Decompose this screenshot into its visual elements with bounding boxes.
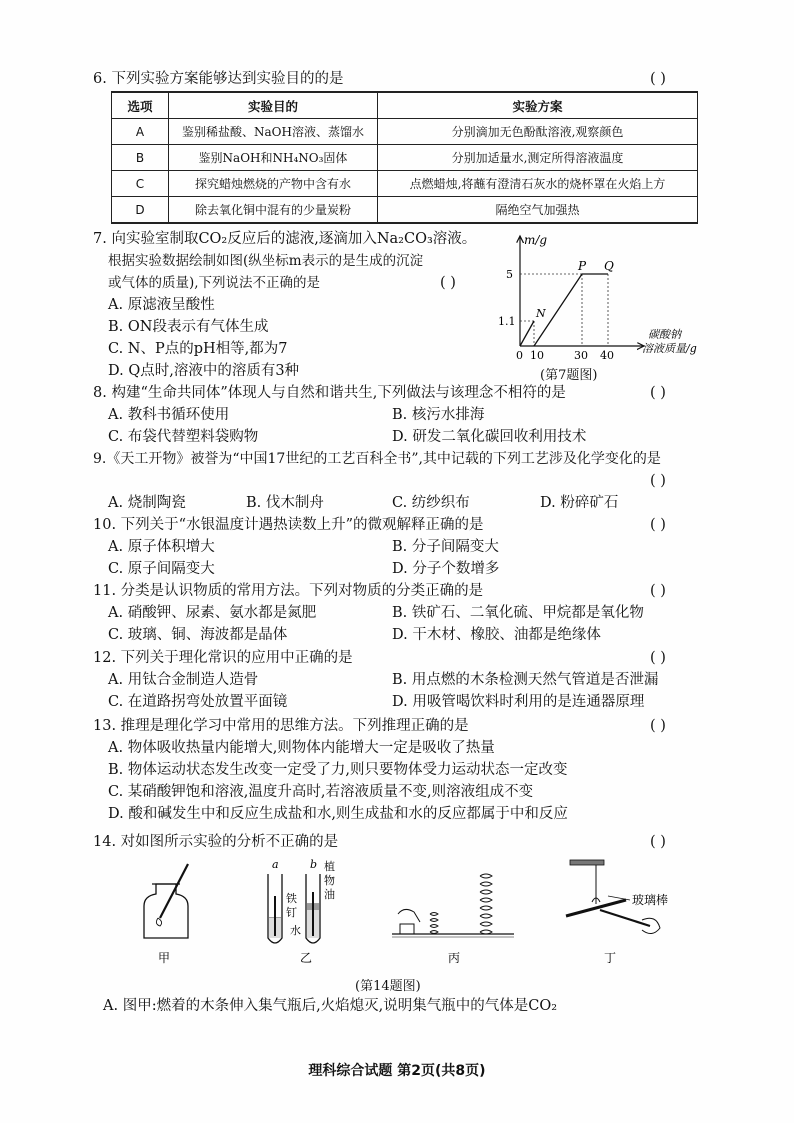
q6-row-b-plan: 分别加适量水,测定所得溶液温度 xyxy=(378,145,698,171)
q7-stem-line3: 或气体的质量),下列说法不正确的是 xyxy=(108,275,321,291)
q6-header-plan: 实验方案 xyxy=(378,92,698,119)
q14-option-a: A. 图甲:燃着的木条伸入集气瓶后,火焰熄灭,说明集气瓶中的气体是CO₂ xyxy=(103,998,558,1014)
q8-answer-paren: ( ) xyxy=(650,385,666,401)
q7-option-a: A. 原滤液呈酸性 xyxy=(108,297,215,313)
q11-answer-paren: ( ) xyxy=(650,583,666,599)
q7-caption: (第7题图) xyxy=(540,368,598,383)
q14-answer-paren: ( ) xyxy=(650,834,666,850)
q6-table-header xyxy=(112,92,698,119)
q13-stem: 13. 推理是理化学习中常用的思维方法。下列推理正确的是 xyxy=(93,718,469,734)
q12-option-a: A. 用钛合金制造人造骨 xyxy=(108,672,259,688)
q7-tick-30: 30 xyxy=(574,349,588,362)
q6-row-c-option: C xyxy=(112,171,169,197)
q11-option-b: B. 铁矿石、二氧化硫、甲烷都是氧化物 xyxy=(392,605,644,621)
q7-point-q: Q xyxy=(604,259,614,273)
q6-row-b-goal: 鉴别NaOH和NH₄NO₃固体 xyxy=(169,145,378,171)
q6-row-a-plan: 分别滴加无色酚酞溶液,观察颜色 xyxy=(378,119,698,145)
q13-answer-paren: ( ) xyxy=(650,718,666,734)
q13-option-a: A. 物体吸收热量内能增大,则物体内能增大一定是吸收了热量 xyxy=(108,740,495,756)
q8-option-b: B. 核污水排海 xyxy=(392,407,485,423)
q14-fig-yi xyxy=(268,858,335,965)
q11-option-d: D. 干木材、橡胶、油都是绝缘体 xyxy=(392,627,601,643)
table-row xyxy=(112,119,698,145)
q7-option-c: C. N、P点的pH相等,都为7 xyxy=(108,341,288,357)
q6-row-d-goal: 除去氧化铜中混有的少量炭粉 xyxy=(169,197,378,224)
table-row xyxy=(112,145,698,171)
q6-answer-paren: ( ) xyxy=(650,71,666,87)
q14-fig-ding xyxy=(566,860,668,965)
q9-option-b: B. 伐木制舟 xyxy=(246,495,324,511)
q14-label-tie: 铁 xyxy=(286,892,297,905)
q6-row-b-option: B xyxy=(112,145,169,171)
q7-tick-10: 10 xyxy=(530,349,544,362)
q7-xlabel-1: 碳酸钠 xyxy=(648,328,681,341)
q9-option-d: D. 粉碎矿石 xyxy=(540,495,619,511)
q14-fig-bing xyxy=(392,874,514,965)
q12-option-d: D. 用吸管喝饮料时利用的是连通器原理 xyxy=(392,694,645,710)
q6-row-a-option: A xyxy=(112,119,169,145)
q14-label-a: a xyxy=(272,858,279,871)
q14-label-bing: 丙 xyxy=(448,951,461,965)
q12-stem: 12. 下列关于理化常识的应用中正确的是 xyxy=(93,650,353,666)
q14-label-b: b xyxy=(310,858,318,871)
q8-stem: 8. 构建“生命共同体”体现人与自然和谐共生,下列做法与该理念不相符的是 xyxy=(93,385,566,401)
q7-tick-40: 40 xyxy=(600,349,614,362)
q7-origin: 0 xyxy=(516,349,523,362)
q14-label-zhi: 植 xyxy=(324,860,335,873)
q6-header-option: 选项 xyxy=(112,92,169,119)
q9-stem: 9.《天工开物》被誉为“中国17世纪的工艺百科全书”,其中记载的下列工艺涉及化学变化的是 xyxy=(93,451,661,467)
q7-graph xyxy=(494,228,704,370)
table-row xyxy=(112,197,698,224)
q12-option-c: C. 在道路拐弯处放置平面镜 xyxy=(108,694,288,710)
q6-row-d-option: D xyxy=(112,197,169,224)
page-footer: 理科综合试题 第2页(共8页) xyxy=(308,1063,486,1079)
q10-option-b: B. 分子间隔变大 xyxy=(392,539,499,555)
q10-stem: 10. 下列关于“水银温度计遇热读数上升”的微观解释正确的是 xyxy=(93,517,484,533)
q7-ylabel: m/g xyxy=(524,233,548,247)
q9-answer-paren: ( ) xyxy=(650,473,666,489)
q7-curve-on xyxy=(520,321,534,346)
q13-option-d: D. 酸和碱发生中和反应生成盐和水,则生成盐和水的反应都属于中和反应 xyxy=(108,806,568,822)
q14-label-jia: 甲 xyxy=(158,951,171,965)
q7-tick-5: 5 xyxy=(506,268,513,281)
q6-row-c-goal: 探究蜡烛燃烧的产物中含有水 xyxy=(169,171,378,197)
q14-label-you: 油 xyxy=(324,888,335,901)
q14-splint xyxy=(160,864,188,918)
q7-option-b: B. ON段表示有气体生成 xyxy=(108,319,269,335)
q8-option-d: D. 研发二氧化碳回收利用技术 xyxy=(392,429,587,445)
q11-option-a: A. 硝酸钾、尿素、氨水都是氮肥 xyxy=(108,605,317,621)
table-row xyxy=(112,171,698,197)
q14-label-ding: 钉 xyxy=(286,906,297,919)
q12-option-b: B. 用点燃的木条检测天然气管道是否泄漏 xyxy=(392,672,659,688)
q7-stem-line2: 根据实验数据绘制如图(纵坐标m表示的是生成的沉淀 xyxy=(108,253,424,269)
q8-option-c: C. 布袋代替塑料袋购物 xyxy=(108,429,259,445)
q6-row-c-plan: 点燃蜡烛,将蘸有澄清石灰水的烧杯罩在火焰上方 xyxy=(378,171,698,197)
q8-option-a: A. 教科书循环使用 xyxy=(108,407,230,423)
q11-option-c: C. 玻璃、铜、海波都是晶体 xyxy=(108,627,288,643)
q14-label-glass: 玻璃棒 xyxy=(632,893,669,907)
q14-stem: 14. 对如图所示实验的分析不正确的是 xyxy=(93,834,339,850)
q7-tick-11: 1.1 xyxy=(498,315,516,328)
q6-stem: 6. 下列实验方案能够达到实验目的的是 xyxy=(93,71,344,87)
q13-option-b: B. 物体运动状态发生改变一定受了力,则只要物体受力运动状态一定改变 xyxy=(108,762,568,778)
q9-option-c: C. 纺纱织布 xyxy=(392,495,470,511)
q7-point-n: N xyxy=(536,307,546,320)
q7-stem-line1: 7. 向实验室制取CO₂反应后的滤液,逐滴加入Na₂CO₃溶液。 xyxy=(93,231,477,247)
q14-fig-jia xyxy=(144,864,188,965)
q7-xlabel-2: 溶液质量/g xyxy=(642,342,697,355)
q10-answer-paren: ( ) xyxy=(650,517,666,533)
q12-answer-paren: ( ) xyxy=(650,650,666,666)
q14-label-ding-fig: 丁 xyxy=(604,951,617,965)
q10-option-d: D. 分子个数增多 xyxy=(392,561,500,577)
q6-header-goal: 实验目的 xyxy=(169,92,378,119)
q7-option-d: D. Q点时,溶液中的溶质有3种 xyxy=(108,363,300,379)
q14-label-shui: 水 xyxy=(290,924,301,937)
q14-label-yi: 乙 xyxy=(300,951,313,965)
q14-figures xyxy=(130,856,690,976)
q9-option-a: A. 烧制陶瓷 xyxy=(108,495,186,511)
q7-point-p: P xyxy=(578,259,587,273)
q10-option-c: C. 原子间隔变大 xyxy=(108,561,215,577)
q6-row-d-plan: 隔绝空气加强热 xyxy=(378,197,698,224)
q7-answer-paren: ( ) xyxy=(440,275,456,291)
q6-row-a-goal: 鉴别稀盐酸、NaOH溶液、蒸馏水 xyxy=(169,119,378,145)
q14-label-wu: 物 xyxy=(324,874,335,887)
q6-table xyxy=(111,91,698,224)
q11-stem: 11. 分类是认识物质的常用方法。下列对物质的分类正确的是 xyxy=(93,583,484,599)
q10-option-a: A. 原子体积增大 xyxy=(108,539,215,555)
q14-caption: (第14题图) xyxy=(355,979,421,994)
q13-option-c: C. 某硝酸钾饱和溶液,温度升高时,若溶液质量不变,则溶液组成不变 xyxy=(108,784,534,800)
